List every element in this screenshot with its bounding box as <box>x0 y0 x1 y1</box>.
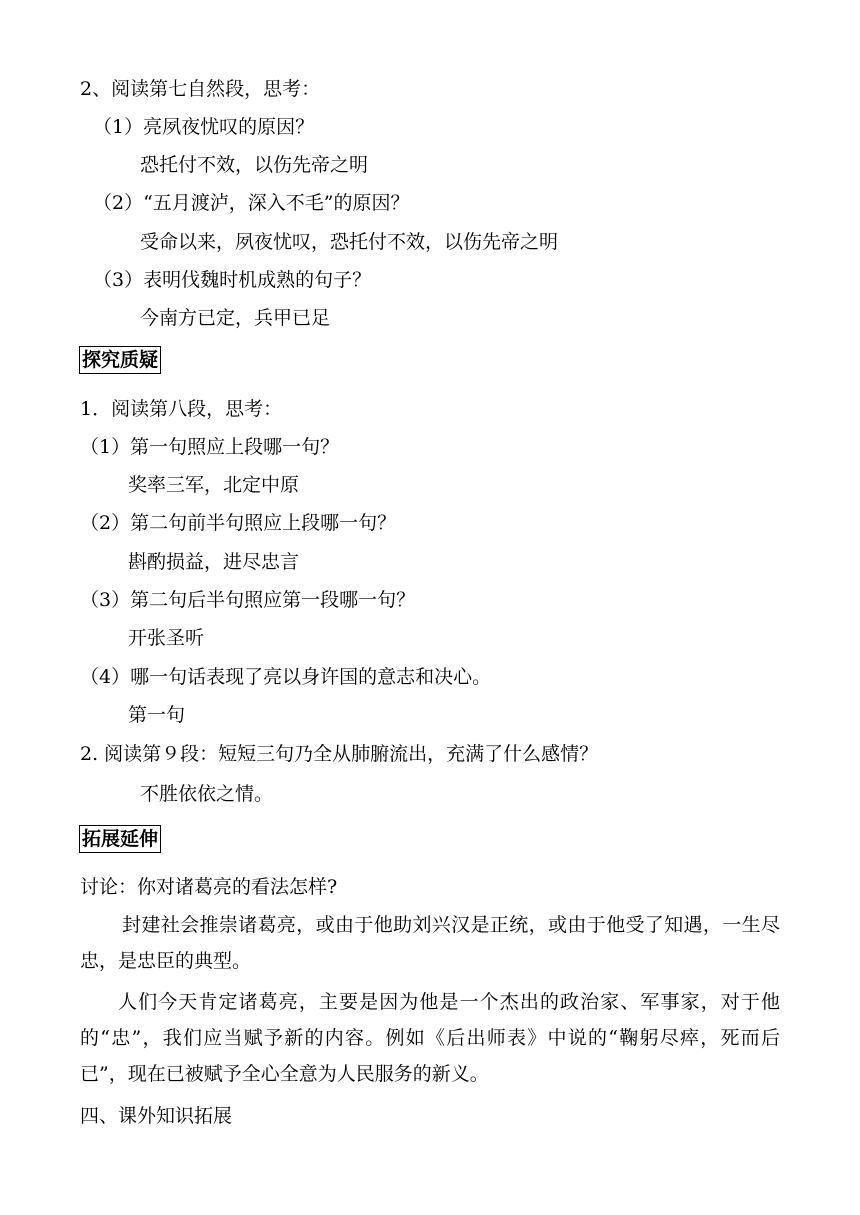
discussion-paragraph: 封建社会推崇诸葛亮，或由于他助刘兴汉是正统，或由于他受了知遇，一生尽忠，是忠臣的典型。 <box>80 914 780 972</box>
answer-text: 不胜依依之情。 <box>140 783 274 805</box>
answer-text: 受命以来，夙夜忧叹，恐托付不效，以伤先帝之明 <box>140 231 559 253</box>
section-heading-extend: 拓展延伸 <box>79 825 161 853</box>
question-heading: 1．阅读第八段，思考： <box>80 398 283 420</box>
answer-text: 今南方已定，兵甲已足 <box>140 307 331 329</box>
question-item: （1）亮夙夜忧叹的原因？ <box>93 116 315 138</box>
question-item: （4）哪一句话表现了亮以身许国的意志和决心。 <box>80 666 492 688</box>
discussion-paragraph: 人们今天肯定诸葛亮，主要是因为他是一个杰出的政治家、军事家，对于他的“忠”，我们应当赋予新的内容。例如《后出师表》中说的“鞠躬尽瘁，死而后已”，现在已被赋予全心全意为人民服务的新义。 <box>80 991 780 1085</box>
question-item: （3）第二句后半句照应第一段哪一句？ <box>80 589 416 611</box>
answer-text: 开张圣听 <box>128 627 205 649</box>
answer-text: 第一句 <box>128 704 186 726</box>
answer-text: 恐托付不效，以伤先帝之明 <box>140 154 369 176</box>
question-heading: 2. 阅读第９段：短短三句乃全从肺腑流出，充满了什么感情？ <box>80 743 599 765</box>
question-item: （2）“五月渡泸，深入不毛”的原因？ <box>93 192 410 214</box>
answer-text: 斟酌损益，进尽忠言 <box>128 551 300 573</box>
discussion-question: 讨论：你对诸葛亮的看法怎样? <box>80 876 338 898</box>
question-item: （1）第一句照应上段哪一句？ <box>80 436 340 458</box>
section-heading-extracurricular: 四、课外知识拓展 <box>80 1105 233 1127</box>
question-item: （2）第二句前半句照应上段哪一句？ <box>80 512 397 534</box>
answer-text: 奖率三军，北定中原 <box>128 474 300 496</box>
question-item: （3）表明伐魏时机成熟的句子？ <box>93 269 372 291</box>
section-heading-explore: 探究质疑 <box>79 346 161 374</box>
question-heading: 2、阅读第七自然段，思考： <box>80 78 321 100</box>
